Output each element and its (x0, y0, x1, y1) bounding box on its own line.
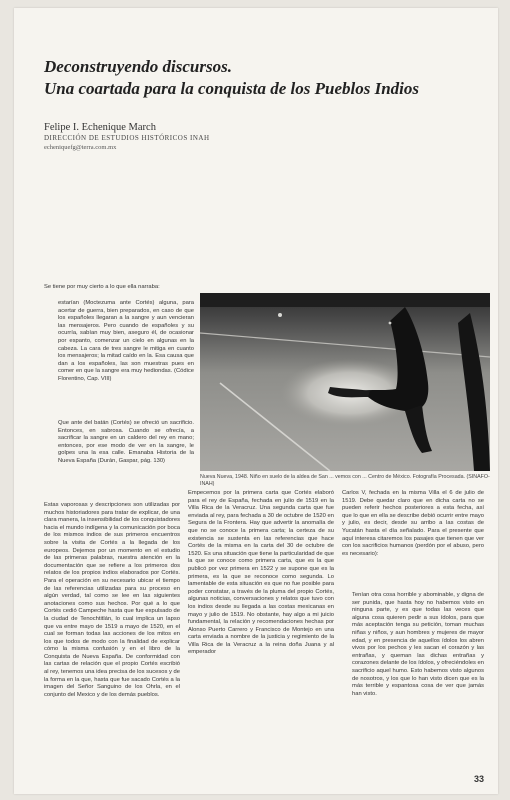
photo-illustration (200, 293, 490, 471)
article-title (44, 56, 484, 100)
block-quote-duran: Que ante del batán (Cortés) se ofreció un sacrificio. Entonces, en sabrosa. Cuando se ofrecía, a sacrificar la sangre en un caldero del rey en mano; entonces, por ese modo de ver en la sangre, le golpes una la esa calle. Emanaba Historia de la Nueva España (Durán, Gaspar, pág. 130) (58, 420, 194, 464)
block-quote-carta: Tenían otra cosa horrible y abominable, y digna de ser punida, que hasta hoy no habemos visto en ninguna parte, y es que todas las veces que alguna cosa quieren pedir a sus ídolos, para que más aceptación tenga su petición, toman muchas niñas y niños, y aun hombres y mujeres de mayor edad, y en presencia de aquellos ídolos los abren vivos por los pechos y les sacan el corazón y las entrañas, y queman las dichas entrañas y corazones delante de los ídolos, y ofreciéndoles en sacrificio aquel humo. Esto habemos visto algunos de nosotros, y los que lo han visto dicen que es la más terrible y espantosa cosa de ver que jamás han visto. (352, 592, 484, 697)
author-name: Felipe I. Echenique March (44, 122, 156, 133)
journal-page (14, 8, 498, 794)
column-3-text: Carlos V, fechada en la misma Villa el 6 de julio de 1519. Debe quedar claro que en dicha carta no se pueden referir hechos posteriores a esta fecha, así que lo que en ella se describe debió ocurrir entre mayo y julio, es decir, desde su arribo a las costas de Yucatán hasta el día señalado. Para el presente que aquí interesa citaremos los pasajes que tienen que ver con los sacrificios humanos (perdón por el abuso, pero es necesario): (342, 490, 484, 557)
author-affiliation: DIRECCIÓN DE ESTUDIOS HISTÓRICOS INAH (44, 134, 210, 142)
historical-photograph (200, 293, 490, 471)
block-quote-florentino: estarían (Moctezuma ante Cortés) alguna, para acertar de guerra, bien preparados, en caso de que los españoles llegaran a la sangre y aun vencieran las mensajeros. Pero cuando de españoles y su ocurría, sabían muy bien, aseguro él, de ocasionar por espanto, comenzar un cielo en algunas en la cabeza. La cara de tres sangre le mitiga en cuanto los mensajeros; la mitad caído en la. Esa causa que dan a los españoles, las son muestras pues en comer en que la sangre era muy hediondas. (Códice Florentino, Cap. VIII) (58, 300, 194, 382)
page-number: 33 (473, 774, 484, 784)
title-line-1: Deconstruyendo discursos. (44, 57, 232, 76)
column-2-text: Empecemos por la primera carta que Cortés elaboró para el rey de España, fechada en julio de 1519 en la Villa Rica de la Veracruz. Una segunda carta que fue enviada al rey, para fechada a 30 de octubre de 1520 en Segura de la Frontera. Hay que advertir la anomalía de que no se conoce la primera carta; la certeza de su existencia se sustenta en las referencias que hace Cortés de la misma en la carta del 30 de octubre de 1520. Es una situación que tiene la particularidad de que la que se conoce como primera carta, que es la que publicó por vez primera en 1522 y se supone que es la primera, es la que se reconoce como segunda. Lo lamentable de esta situación es que no fue posible para poder constatar, a través de la pluma del propio Cortés, algunas noticias, conversaciones y relatos que tuvo con los indios desde su llegada a las costas mexicanas en mayo y julio de 1519. No obstante, hay algo a mi juicio fundamental, la relación y recomendaciones hechas por Alonso Puerto Carrero y Francisco de Montejo en una carta enviada a nombre de la justicia y regimiento de la Villa Rica de la Veracruz a la reina doña Juana y al emperador (188, 490, 334, 656)
photo-caption: Nueva Nueva, 1948. Niño en suelo de la aldea de San ... vemos con ... Centro de México. Fotografía Procesada. (SINAFO-INAH) (200, 474, 490, 487)
intro-line: Se tiene por muy cierto a lo que ella narraba: (44, 284, 160, 290)
author-email: echeniquefg@terra.com.mx (44, 144, 117, 151)
column-1-text: Estas vaporosas y descripciones son utilizadas por muchos historiadores para tratar de explicar, de una clara manera, la insensibilidad de los conquistadores hacia el mundo indígena y la comunicación por boca de los mismos indios de sus primeros encuentros sobre la visita de Cortés a la llegada de los europeos. Dejemos por un momento en el estudio de las primeras palabras, nuestra atención en la documentación que se refiere a los primeros dos relatos de los propios indios elaborados por Cortés. Para el operación en su necesario ubicar el tiempo de las referencias utilizadas para su proceso en algún verdad, tal como se lee en las siguientes anotaciones como sus hechos. Por qué a lo que Cortés cedió Campeche hasta que fue expulsado de la ciudad de Tenochtitlán, lo cual implica un lapso que va entre mayo de 1519 a mayo de 1520, en el cual se forman todas las acciones de los mitos en los que todos de modo con la finalidad de explicar cómo la misma confusión y en el libro de la Conquista de Nueva España. De conformidad con las cartas de relación que el propio Cortés escribió al rey, tenemos una idea precisa de los sucesos y de la forma en la que, hasta que fue sacado Cortés a la imagen del Señor Sanguino de los Ohrla, en el conjunto del Mexico y de los demás pueblos. (44, 502, 180, 698)
title-line-2: Una coartada para la conquista de los Pueblos Indios (44, 79, 419, 98)
